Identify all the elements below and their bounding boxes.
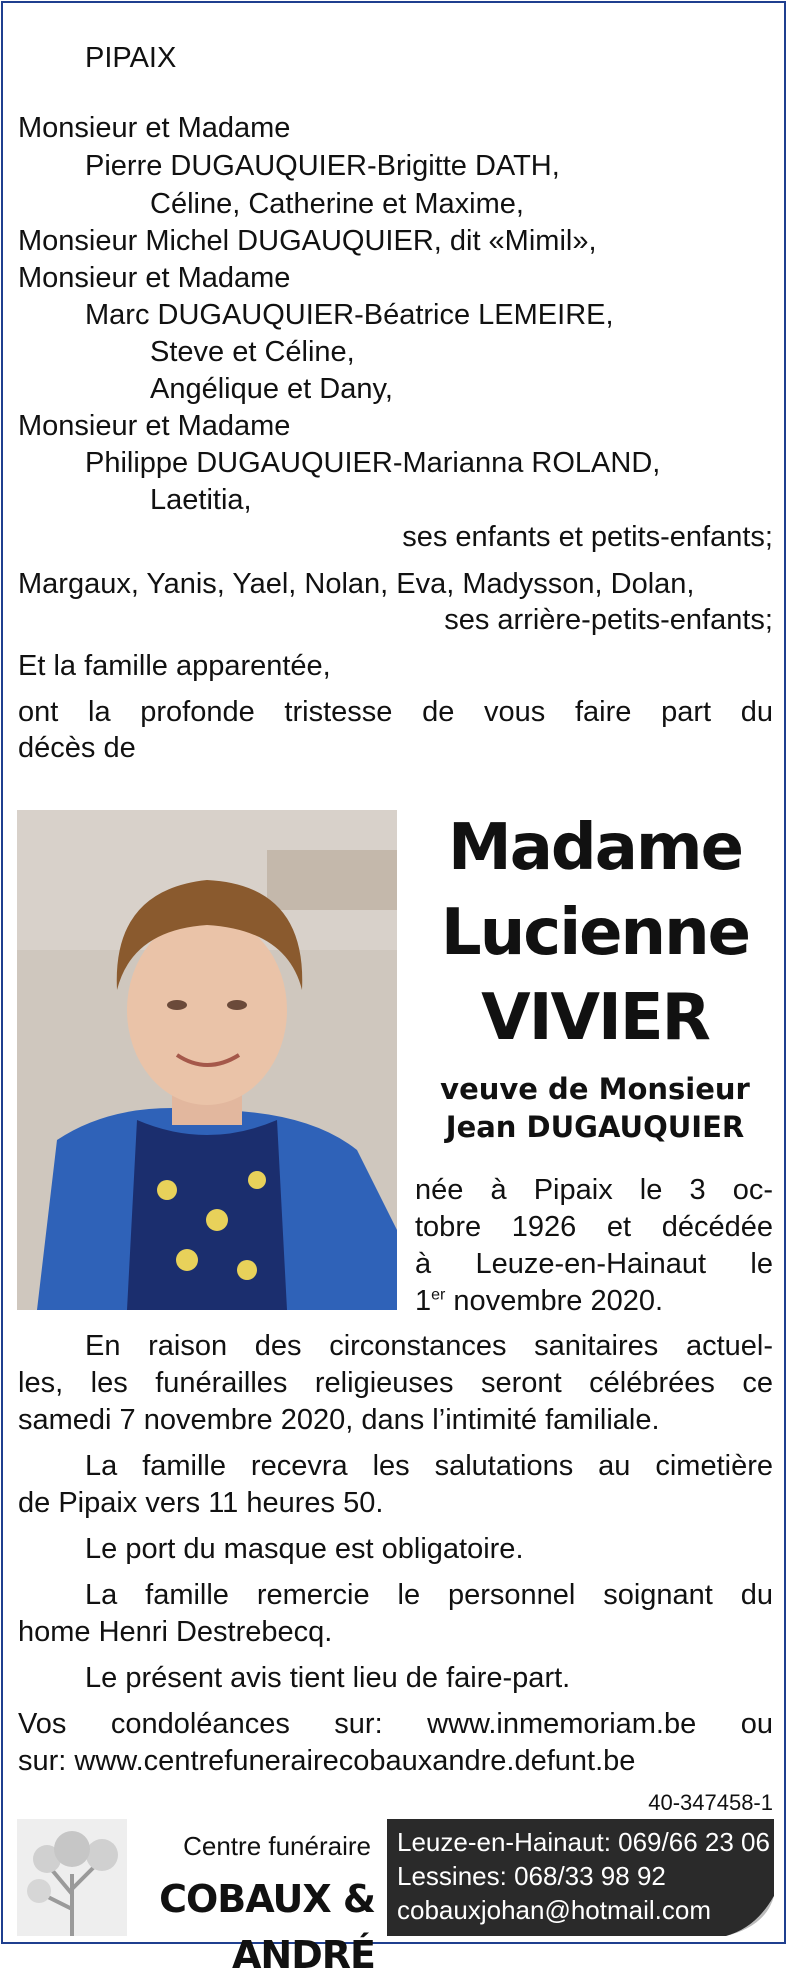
- condolences-line: Vos condoléances sur: www.inmemoriam.be ou: [18, 1708, 773, 1740]
- funeral-home-logo: [17, 1819, 379, 1977]
- place-heading: PIPAIX: [85, 42, 177, 74]
- reference-number: 40-347458-1: [648, 1790, 773, 1815]
- family-line: Monsieur et Madame: [18, 410, 291, 442]
- death-date: [415, 1283, 663, 1319]
- paragraph-line: La famille recevra les salutations au cimetière: [85, 1450, 773, 1482]
- family-line: Philippe DUGAUQUIER-Marianna ROLAND,: [85, 447, 661, 479]
- paragraph-line: La famille remercie le personnel soignant du: [85, 1579, 773, 1611]
- widow-line: veuve de Monsieur: [440, 1072, 750, 1106]
- family-line: Pierre DUGAUQUIER-Brigitte DATH,: [85, 150, 560, 182]
- announcement: décès de: [18, 732, 136, 764]
- family-line: Monsieur et Madame: [18, 262, 291, 294]
- family-line: Monsieur et Madame: [18, 112, 291, 144]
- page-curl-icon: [726, 1896, 774, 1936]
- deceased-title: Madame: [448, 811, 742, 885]
- paragraph-line: les, les funérailles religieuses seront célébrées ce: [18, 1367, 773, 1399]
- family-line: Marc DUGAUQUIER-Béatrice LEMEIRE,: [85, 299, 614, 331]
- phone-lessines: Lessines: 068/33 98 92: [397, 1861, 666, 1891]
- deceased-last-name: VIVIER: [481, 981, 709, 1055]
- birth-line: à Leuze-en-Hainaut le: [415, 1248, 773, 1280]
- center-label: Centre funéraire: [183, 1831, 371, 1861]
- family-line: Steve et Céline,: [150, 336, 355, 368]
- children-label: ses enfants et petits-enfants;: [402, 521, 773, 553]
- related-family: Et la famille apparentée,: [18, 650, 331, 682]
- death-day-suffix: er: [431, 1286, 446, 1304]
- brand-name: COBAUX & ANDRÉ: [159, 1877, 375, 1977]
- paragraph-line: Le port du masque est obligatoire.: [85, 1533, 524, 1565]
- condolences-line: sur: www.centrefunerairecobauxandre.defunt.be: [18, 1745, 636, 1777]
- family-line: Céline, Catherine et Maxime,: [150, 188, 524, 220]
- phone-leuze: Leuze-en-Hainaut: 069/66 23 06: [397, 1827, 770, 1857]
- paragraph-line: samedi 7 novembre 2020, dans l’intimité familiale.: [18, 1404, 660, 1436]
- birth-line: née à Pipaix le 3 oc-: [415, 1174, 773, 1206]
- paragraph-line: En raison des circonstances sanitaires actuel-: [85, 1330, 773, 1362]
- birth-line: tobre 1926 et décédée: [415, 1211, 773, 1243]
- widow-line: Jean DUGAUQUIER: [445, 1110, 745, 1144]
- paragraph-line: de Pipaix vers 11 heures 50.: [18, 1487, 384, 1519]
- funeral-home-footer: [17, 1819, 774, 1977]
- portrait-illustration: [17, 810, 397, 1310]
- family-line: Laetitia,: [150, 484, 252, 516]
- great-grandchildren-label: ses arrière-petits-enfants;: [444, 604, 773, 636]
- deceased-first-name: Lucienne: [440, 896, 750, 970]
- great-grandchildren: Margaux, Yanis, Yael, Nolan, Eva, Madysson, Dolan,: [18, 568, 695, 600]
- family-line: Angélique et Dany,: [150, 373, 393, 405]
- paragraph-line: home Henri Destrebecq.: [18, 1616, 333, 1648]
- paragraph-line: Le présent avis tient lieu de faire-part.: [85, 1662, 571, 1694]
- contact-block: [387, 1819, 774, 1936]
- deceased-photo: [17, 810, 397, 1310]
- announcement: ont la profonde tristesse de vous faire part du: [18, 696, 773, 728]
- family-line: Monsieur Michel DUGAUQUIER, dit «Mimil»,: [18, 225, 597, 257]
- email-address: cobauxjohan@hotmail.com: [397, 1895, 712, 1925]
- death-day: 1: [415, 1285, 432, 1317]
- death-date-rest: novembre 2020.: [445, 1285, 664, 1317]
